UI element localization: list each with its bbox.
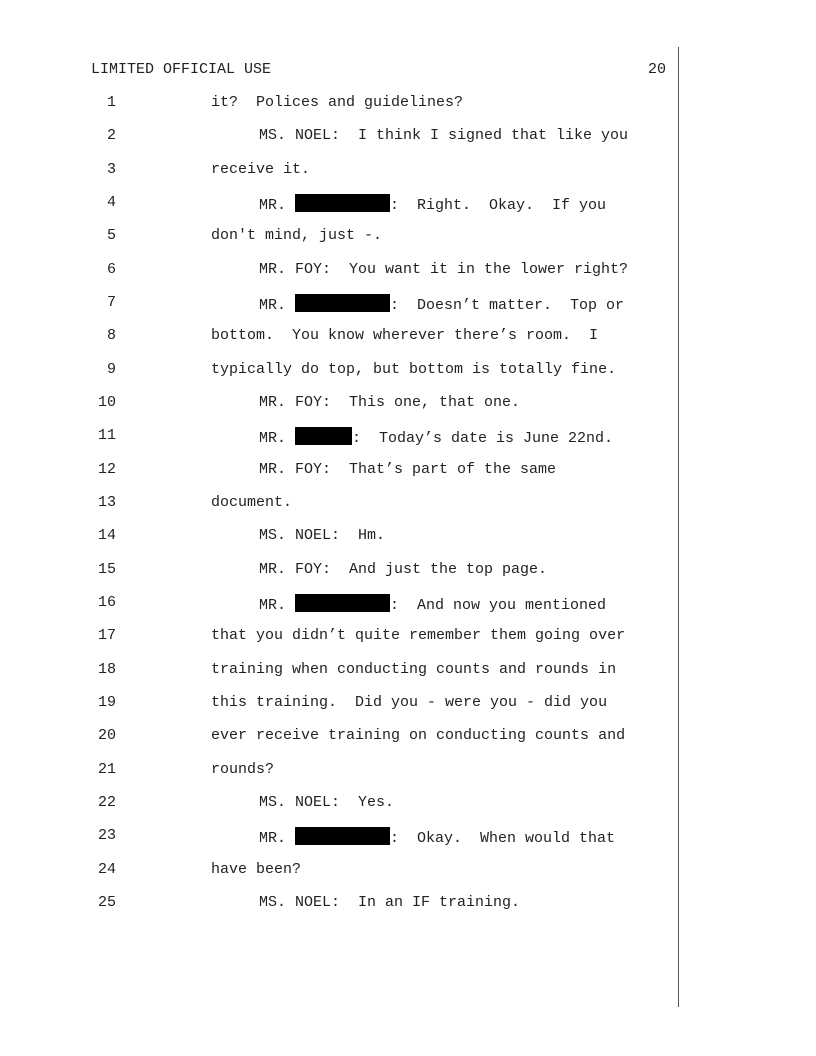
line-number: 2 <box>106 127 116 144</box>
line-3 <box>0 161 816 183</box>
speaker-prefix: MR. <box>259 597 296 614</box>
line-number: 9 <box>106 361 116 378</box>
line-text: MS. NOEL: In an IF training. <box>259 894 521 911</box>
line-text <box>259 194 606 214</box>
speech-text: : Doesn’t matter. Top or <box>390 297 625 314</box>
speaker-prefix: MR. <box>259 297 296 314</box>
line-number: 20 <box>97 727 116 744</box>
line-number: 13 <box>97 494 116 511</box>
line-18 <box>0 661 816 683</box>
line-number: 7 <box>106 294 116 311</box>
line-11 <box>0 427 816 449</box>
line-text: that you didn’t quite remember them going over <box>211 627 626 644</box>
line-2 <box>0 127 816 149</box>
line-number: 1 <box>106 94 116 111</box>
line-23 <box>0 827 816 849</box>
line-number: 16 <box>97 594 116 611</box>
line-text: MR. FOY: And just the top page. <box>259 561 548 578</box>
line-text: MR. FOY: You want it in the lower right? <box>259 261 629 278</box>
line-text: ever receive training on conducting counts and <box>211 727 626 744</box>
redaction-block <box>295 427 352 445</box>
line-21 <box>0 761 816 783</box>
line-17 <box>0 627 816 649</box>
line-text: typically do top, but bottom is totally fine. <box>211 361 617 378</box>
line-number: 17 <box>97 627 116 644</box>
line-number: 18 <box>97 661 116 678</box>
redaction-block <box>295 194 390 212</box>
line-text: don't mind, just -. <box>211 227 383 244</box>
line-number: 23 <box>97 827 116 844</box>
speech-text: : Okay. When would that <box>390 830 616 847</box>
line-number: 4 <box>106 194 116 211</box>
line-number: 25 <box>97 894 116 911</box>
line-text: MR. FOY: This one, that one. <box>259 394 521 411</box>
line-20 <box>0 727 816 749</box>
line-text: have been? <box>211 861 302 878</box>
line-number: 19 <box>97 694 116 711</box>
line-7 <box>0 294 816 316</box>
speech-text: : And now you mentioned <box>390 597 607 614</box>
line-8 <box>0 327 816 349</box>
speaker-prefix: MR. <box>259 197 296 214</box>
speaker-prefix: MR. <box>259 830 296 847</box>
line-text <box>259 594 606 614</box>
line-5 <box>0 227 816 249</box>
redaction-block <box>295 594 390 612</box>
line-text: it? Polices and guidelines? <box>211 94 464 111</box>
line-text: receive it. <box>211 161 311 178</box>
redaction-block <box>295 827 390 845</box>
line-text: this training. Did you - were you - did you <box>211 694 608 711</box>
line-number: 10 <box>97 394 116 411</box>
line-10 <box>0 394 816 416</box>
line-text: training when conducting counts and rounds in <box>211 661 617 678</box>
line-13 <box>0 494 816 516</box>
line-number: 8 <box>106 327 116 344</box>
line-text <box>259 294 624 314</box>
line-number: 12 <box>97 461 116 478</box>
line-number: 6 <box>106 261 116 278</box>
line-text: document. <box>211 494 293 511</box>
line-number: 15 <box>97 561 116 578</box>
line-15 <box>0 561 816 583</box>
line-number: 21 <box>97 761 116 778</box>
line-6 <box>0 261 816 283</box>
line-text: rounds? <box>211 761 275 778</box>
line-12 <box>0 461 816 483</box>
line-19 <box>0 694 816 716</box>
line-number: 11 <box>97 427 116 444</box>
line-16 <box>0 594 816 616</box>
line-text: bottom. You know wherever there’s room. I <box>211 327 599 344</box>
speech-text: : Right. Okay. If you <box>390 197 607 214</box>
line-number: 24 <box>97 861 116 878</box>
line-number: 14 <box>97 527 116 544</box>
line-25 <box>0 894 816 916</box>
line-4 <box>0 194 816 216</box>
speaker-prefix: MR. <box>259 430 296 447</box>
line-text: MS. NOEL: Yes. <box>259 794 395 811</box>
line-text <box>259 827 615 847</box>
line-22 <box>0 794 816 816</box>
line-text: MS. NOEL: I think I signed that like you <box>259 127 629 144</box>
redaction-block <box>295 294 390 312</box>
line-text <box>259 427 613 447</box>
line-number: 3 <box>106 161 116 178</box>
line-text: MS. NOEL: Hm. <box>259 527 386 544</box>
speech-text: : Today’s date is June 22nd. <box>352 430 614 447</box>
line-text: MR. FOY: That’s part of the same <box>259 461 557 478</box>
line-24 <box>0 861 816 883</box>
page-number: 20 <box>647 61 666 78</box>
line-number: 5 <box>106 227 116 244</box>
line-9 <box>0 361 816 383</box>
line-14 <box>0 527 816 549</box>
line-1 <box>0 94 816 116</box>
header-classification: LIMITED OFFICIAL USE <box>91 61 272 78</box>
line-number: 22 <box>97 794 116 811</box>
